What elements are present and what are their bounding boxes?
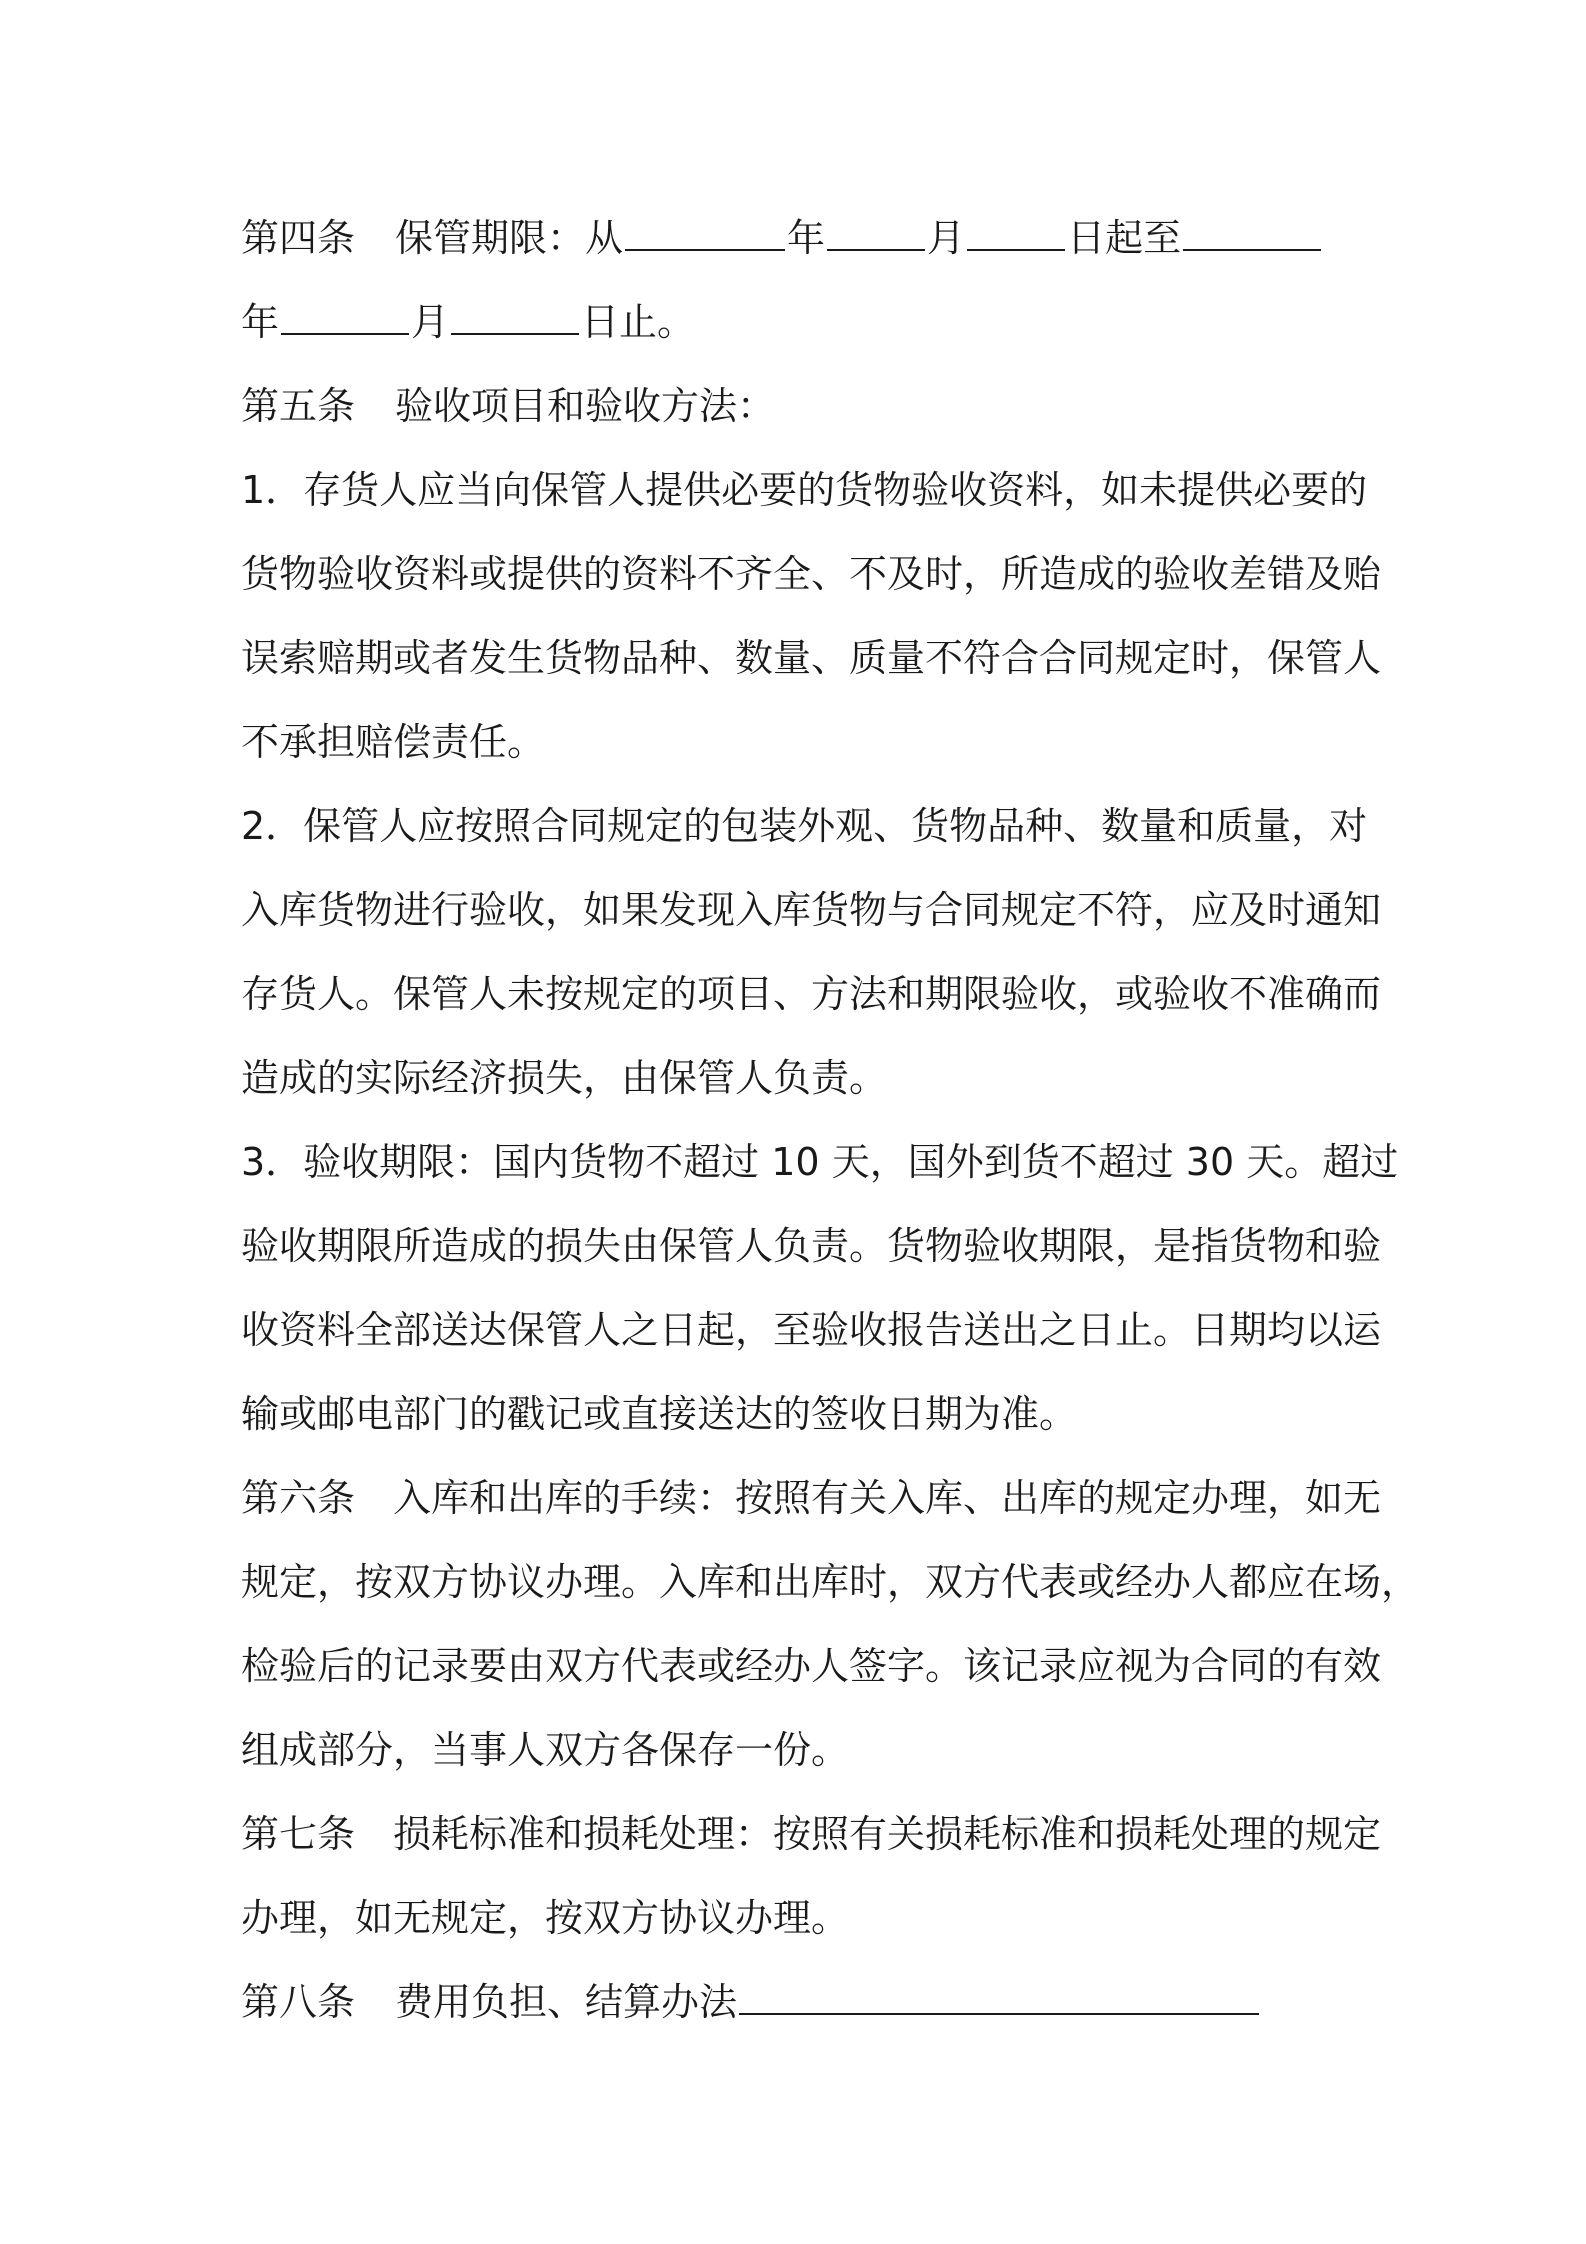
settlement-method-blank[interactable]	[739, 1983, 1259, 2015]
article5-item1-line: 1．存货人应当向保管人提供必要的货物验收资料，如未提供必要的	[241, 468, 1368, 512]
end-day-blank[interactable]	[451, 303, 579, 335]
article5-item3-line: 输或邮电部门的戳记或直接送达的签收日期为准。	[241, 1392, 1078, 1436]
document-page	[241, 196, 1420, 2044]
article4-line1	[241, 196, 1361, 280]
end-month-blank[interactable]	[281, 303, 409, 335]
article4-line2	[241, 280, 1361, 364]
article5-item2-line: 造成的实际经济损失，由保管人负责。	[241, 1056, 888, 1100]
article5-item2-line: 入库货物进行验收，如果发现入库货物与合同规定不符，应及时通知	[241, 888, 1382, 932]
article4-year2: 年	[241, 300, 280, 344]
start-day-blank[interactable]	[967, 219, 1065, 251]
article4-month2: 月	[411, 300, 450, 344]
article4-year1: 年	[787, 216, 826, 260]
article7-line: 办理，如无规定，按双方协议办理。	[241, 1896, 850, 1940]
article5-item3-line: 收资料全部送达保管人之日起，至验收报告送出之日止。日期均以运	[241, 1308, 1382, 1352]
article4-day1: 日起至	[1067, 216, 1182, 260]
article5-item3-line: 3．验收期限：国内货物不超过 10 天，国外到货不超过 30 天。超过	[241, 1140, 1399, 1184]
start-month-blank[interactable]	[827, 219, 925, 251]
article5-label: 验收项目和验收方法：	[395, 384, 776, 428]
article5-line1	[241, 364, 1361, 448]
article8-line	[241, 1960, 1361, 2044]
article4-label: 保管期限：从	[395, 216, 624, 260]
article5-item1-line: 不承担赔偿责任。	[241, 720, 546, 764]
end-year-blank[interactable]	[1183, 219, 1321, 251]
article5-item2-line: 存货人。保管人未按规定的项目、方法和期限验收，或验收不准确而	[241, 972, 1382, 1016]
article5-heading: 第五条	[241, 384, 356, 428]
article6-line: 规定，按双方协议办理。入库和出库时，双方代表或经办人都应在场，	[241, 1560, 1420, 1604]
article4-month1: 月	[927, 216, 966, 260]
article6-line: 第六条 入库和出库的手续：按照有关入库、出库的规定办理，如无	[241, 1476, 1382, 1520]
article4-day2: 日止。	[581, 300, 696, 344]
article6-line: 组成部分，当事人双方各保存一份。	[241, 1728, 850, 1772]
article4-heading: 第四条	[241, 216, 356, 260]
article5-item1-line: 货物验收资料或提供的资料不齐全、不及时，所造成的验收差错及贻	[241, 552, 1382, 596]
article8-label: 费用负担、结算办法	[395, 1980, 738, 2024]
start-year-blank[interactable]	[625, 219, 785, 251]
article8-heading: 第八条	[241, 1980, 356, 2024]
article6-line: 检验后的记录要由双方代表或经办人签字。该记录应视为合同的有效	[241, 1644, 1382, 1688]
article5-item1-line: 误索赔期或者发生货物品种、数量、质量不符合合同规定时，保管人	[241, 636, 1382, 680]
article7-line: 第七条 损耗标准和损耗处理：按照有关损耗标准和损耗处理的规定	[241, 1812, 1382, 1856]
article5-item3-line: 验收期限所造成的损失由保管人负责。货物验收期限，是指货物和验	[241, 1224, 1382, 1268]
article5-item2-line: 2．保管人应按照合同规定的包装外观、货物品种、数量和质量，对	[241, 804, 1368, 848]
